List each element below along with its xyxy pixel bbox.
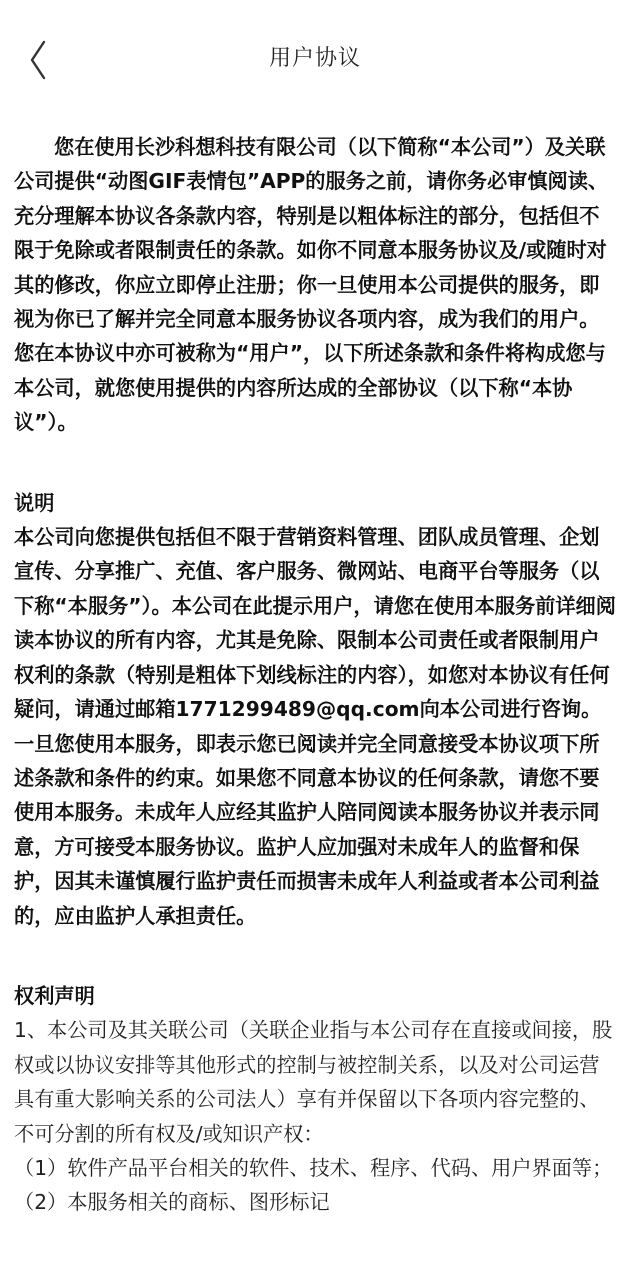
title-bar (0, 0, 630, 120)
intro-paragraph: 您在使用长沙科想科技有限公司（以下简称“本公司”）及关联公司提供“动图GIF表情包”APP的服务之前，请你务必审慎阅读、充分理解本协议各条款内容，特别是以粗体标注的部分，包括但不限于免除或者限制责任的条款。如你不同意本服务协议及/或随时对其的修改，你应立即停止注册；你一旦使用本公司提供的服务，即视为你已了解并完全同意本服务协议各项内容，成为我们的用户。您在本协议中亦可被称为“用户”，以下所述条款和条件将构成您与本公司，就您使用提供的内容所达成的全部协议（以下称“本协议”）。 (14, 135, 609, 435)
explanation-paragraph: 本公司向您提供包括但不限于营销资料管理、团队成员管理、企划宣传、分享推广、充值、客户服务、微网站、电商平台等服务（以下称“本服务”）。本公司在此提示用户，请您在使用本服务前详细阅读本协议的所有内容，尤其是免除、限制本公司责任或者限制用户权利的条款（特别是粗体下划线标注的内容），如您对本协议有任何疑问，请通过邮箱1771299489@qq.com向本公司进行咨询。一旦您使用本服务，即表示您已阅读并完全同意接受本协议项下所述条款和条件的约束。如果您不同意本协议的任何条款，请您不要使用本服务。未成年人应经其监护人陪同阅读本服务协议并表示同意，方可接受本服务协议。监护人应加强对未成年人的监督和保护，因其未谨慎履行监护责任而损害未成年人利益或者本公司利益的，应由监护人承担责任。 (14, 525, 616, 928)
agreement-content[interactable] (14, 130, 618, 1220)
rights-item-2: （2）本服务相关的商标、图形标记 (14, 1190, 330, 1215)
section-title-rights: 权利声明 (14, 983, 95, 1008)
rights-paragraph: 1、本公司及其关联公司（关联企业指与本公司存在直接或间接，股权或以协议安排等其他形式的控制与被控制关系，以及对公司运营具有重大影响关系的公司法人）享有并保留以下各项内容完整的、不可分割的所有权及/或知识产权： (14, 1018, 613, 1146)
page-title: 用户协议 (268, 46, 361, 71)
section-title-explanation: 说明 (14, 490, 55, 515)
rights-item-1: （1）软件产品平台相关的软件、技术、程序、代码、用户界面等； (14, 1155, 613, 1180)
